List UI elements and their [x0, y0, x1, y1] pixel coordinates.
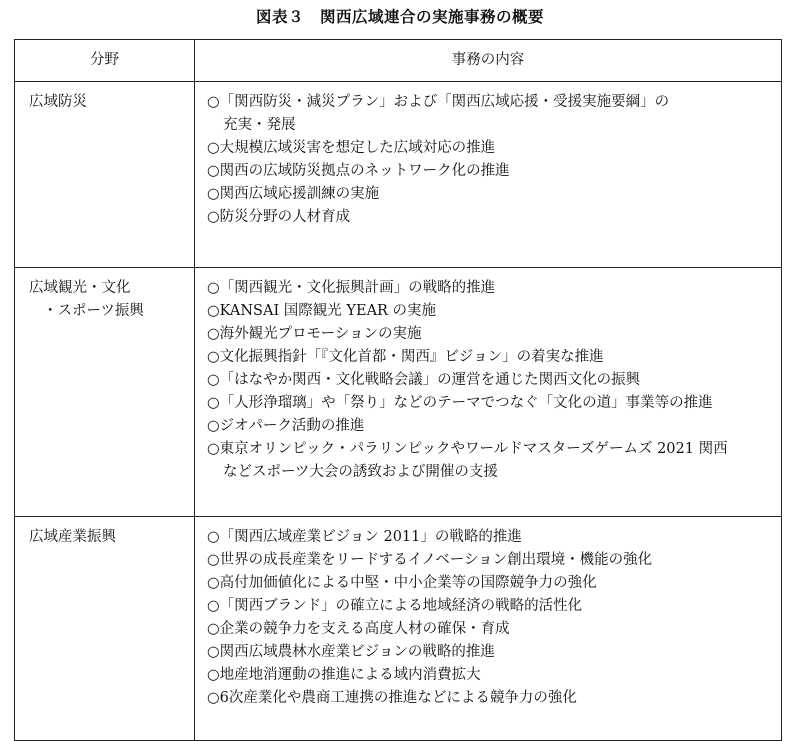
task-text: ○大規模広域災害を想定した広域対応の推進	[207, 140, 496, 156]
list-item	[207, 415, 777, 438]
figure-title: 図表３ 関西広域連合の実施事務の概要	[255, 8, 544, 26]
task-text: ○関西広域農林水産業ビジョンの戦略的推進	[207, 644, 495, 660]
task-text: ○高付加価値化による中堅・中小企業等の国際競争力の強化	[207, 575, 597, 591]
tasks-cell	[195, 82, 782, 268]
header-row	[15, 40, 782, 82]
task-text: ○「関西防災・減災プラン」および「関西広域応援・受援実施要綱」の	[207, 94, 670, 110]
field-cell	[15, 517, 195, 741]
field-cell	[15, 268, 195, 517]
task-text: ○KANSAI 国際観光 YEAR の実施	[207, 303, 437, 319]
list-item	[207, 618, 777, 641]
field-name: 広域観光・文化	[29, 280, 131, 296]
field-name: 広域防災	[29, 94, 87, 110]
overview-table	[14, 39, 782, 741]
task-text-continued: などスポーツ大会の誘致および開催の支援	[223, 464, 498, 480]
task-text: ○「はなやか関西・文化戦略会議」の運営を通じた関西文化の振興	[207, 372, 641, 388]
field-name: 広域産業振興	[29, 529, 116, 545]
task-text: ○関西の広域防災拠点のネットワーク化の推進	[207, 163, 510, 179]
list-item	[207, 183, 777, 206]
task-text: ○世界の成長産業をリードするイノベーション創出環境・機能の強化	[207, 552, 653, 568]
task-text: ○ジオパーク活動の推進	[207, 418, 365, 434]
task-text: ○関西広域応援訓練の実施	[207, 186, 380, 202]
list-item	[207, 549, 777, 572]
field-name-continued: ・スポーツ振興	[43, 303, 144, 319]
list-item	[207, 323, 777, 346]
list-item	[207, 641, 777, 664]
list-item	[207, 438, 777, 484]
task-text: ○東京オリンピック・パラリンピックやワールドマスターズゲームズ 2021 関西	[207, 441, 728, 457]
task-text: ○「関西広域産業ビジョン 2011」の戦略的推進	[207, 529, 522, 545]
task-text: ○防災分野の人材育成	[207, 209, 351, 225]
header-field: 分野	[15, 40, 195, 82]
list-item	[207, 664, 777, 687]
task-text: ○「人形浄瑠璃」や「祭り」などのテーマでつなぐ「文化の道」事業等の推進	[207, 395, 713, 411]
list-item	[207, 346, 777, 369]
list-item	[207, 206, 777, 229]
table-row	[15, 82, 782, 268]
list-item	[207, 91, 777, 137]
task-text: ○6次産業化や農商工連携の推進などによる競争力の強化	[207, 690, 577, 706]
task-text: ○地産地消運動の推進による域内消費拡大	[207, 667, 481, 683]
task-text: ○「関西ブランド」の確立による地域経済の戦略的活性化	[207, 598, 583, 614]
task-list	[207, 91, 777, 229]
task-list	[207, 277, 777, 484]
list-item	[207, 160, 777, 183]
header-tasks: 事務の内容	[195, 40, 782, 82]
tasks-cell	[195, 517, 782, 741]
task-list	[207, 526, 777, 710]
task-text: ○「関西観光・文化振興計画」の戦略的推進	[207, 280, 496, 296]
list-item	[207, 300, 777, 323]
table-row	[15, 268, 782, 517]
list-item	[207, 687, 777, 710]
task-text: ○企業の競争力を支える高度人材の確保・育成	[207, 621, 510, 637]
task-text-continued: 充実・発展	[223, 117, 296, 133]
list-item	[207, 572, 777, 595]
field-cell	[15, 82, 195, 268]
task-text: ○海外観光プロモーションの実施	[207, 326, 422, 342]
list-item	[207, 137, 777, 160]
task-text: ○文化振興指針「『文化首都・関西』ビジョン」の着実な推進	[207, 349, 604, 365]
list-item	[207, 595, 777, 618]
table-row	[15, 517, 782, 741]
list-item	[207, 369, 777, 392]
list-item	[207, 392, 777, 415]
list-item	[207, 277, 777, 300]
tasks-cell	[195, 268, 782, 517]
list-item	[207, 526, 777, 549]
